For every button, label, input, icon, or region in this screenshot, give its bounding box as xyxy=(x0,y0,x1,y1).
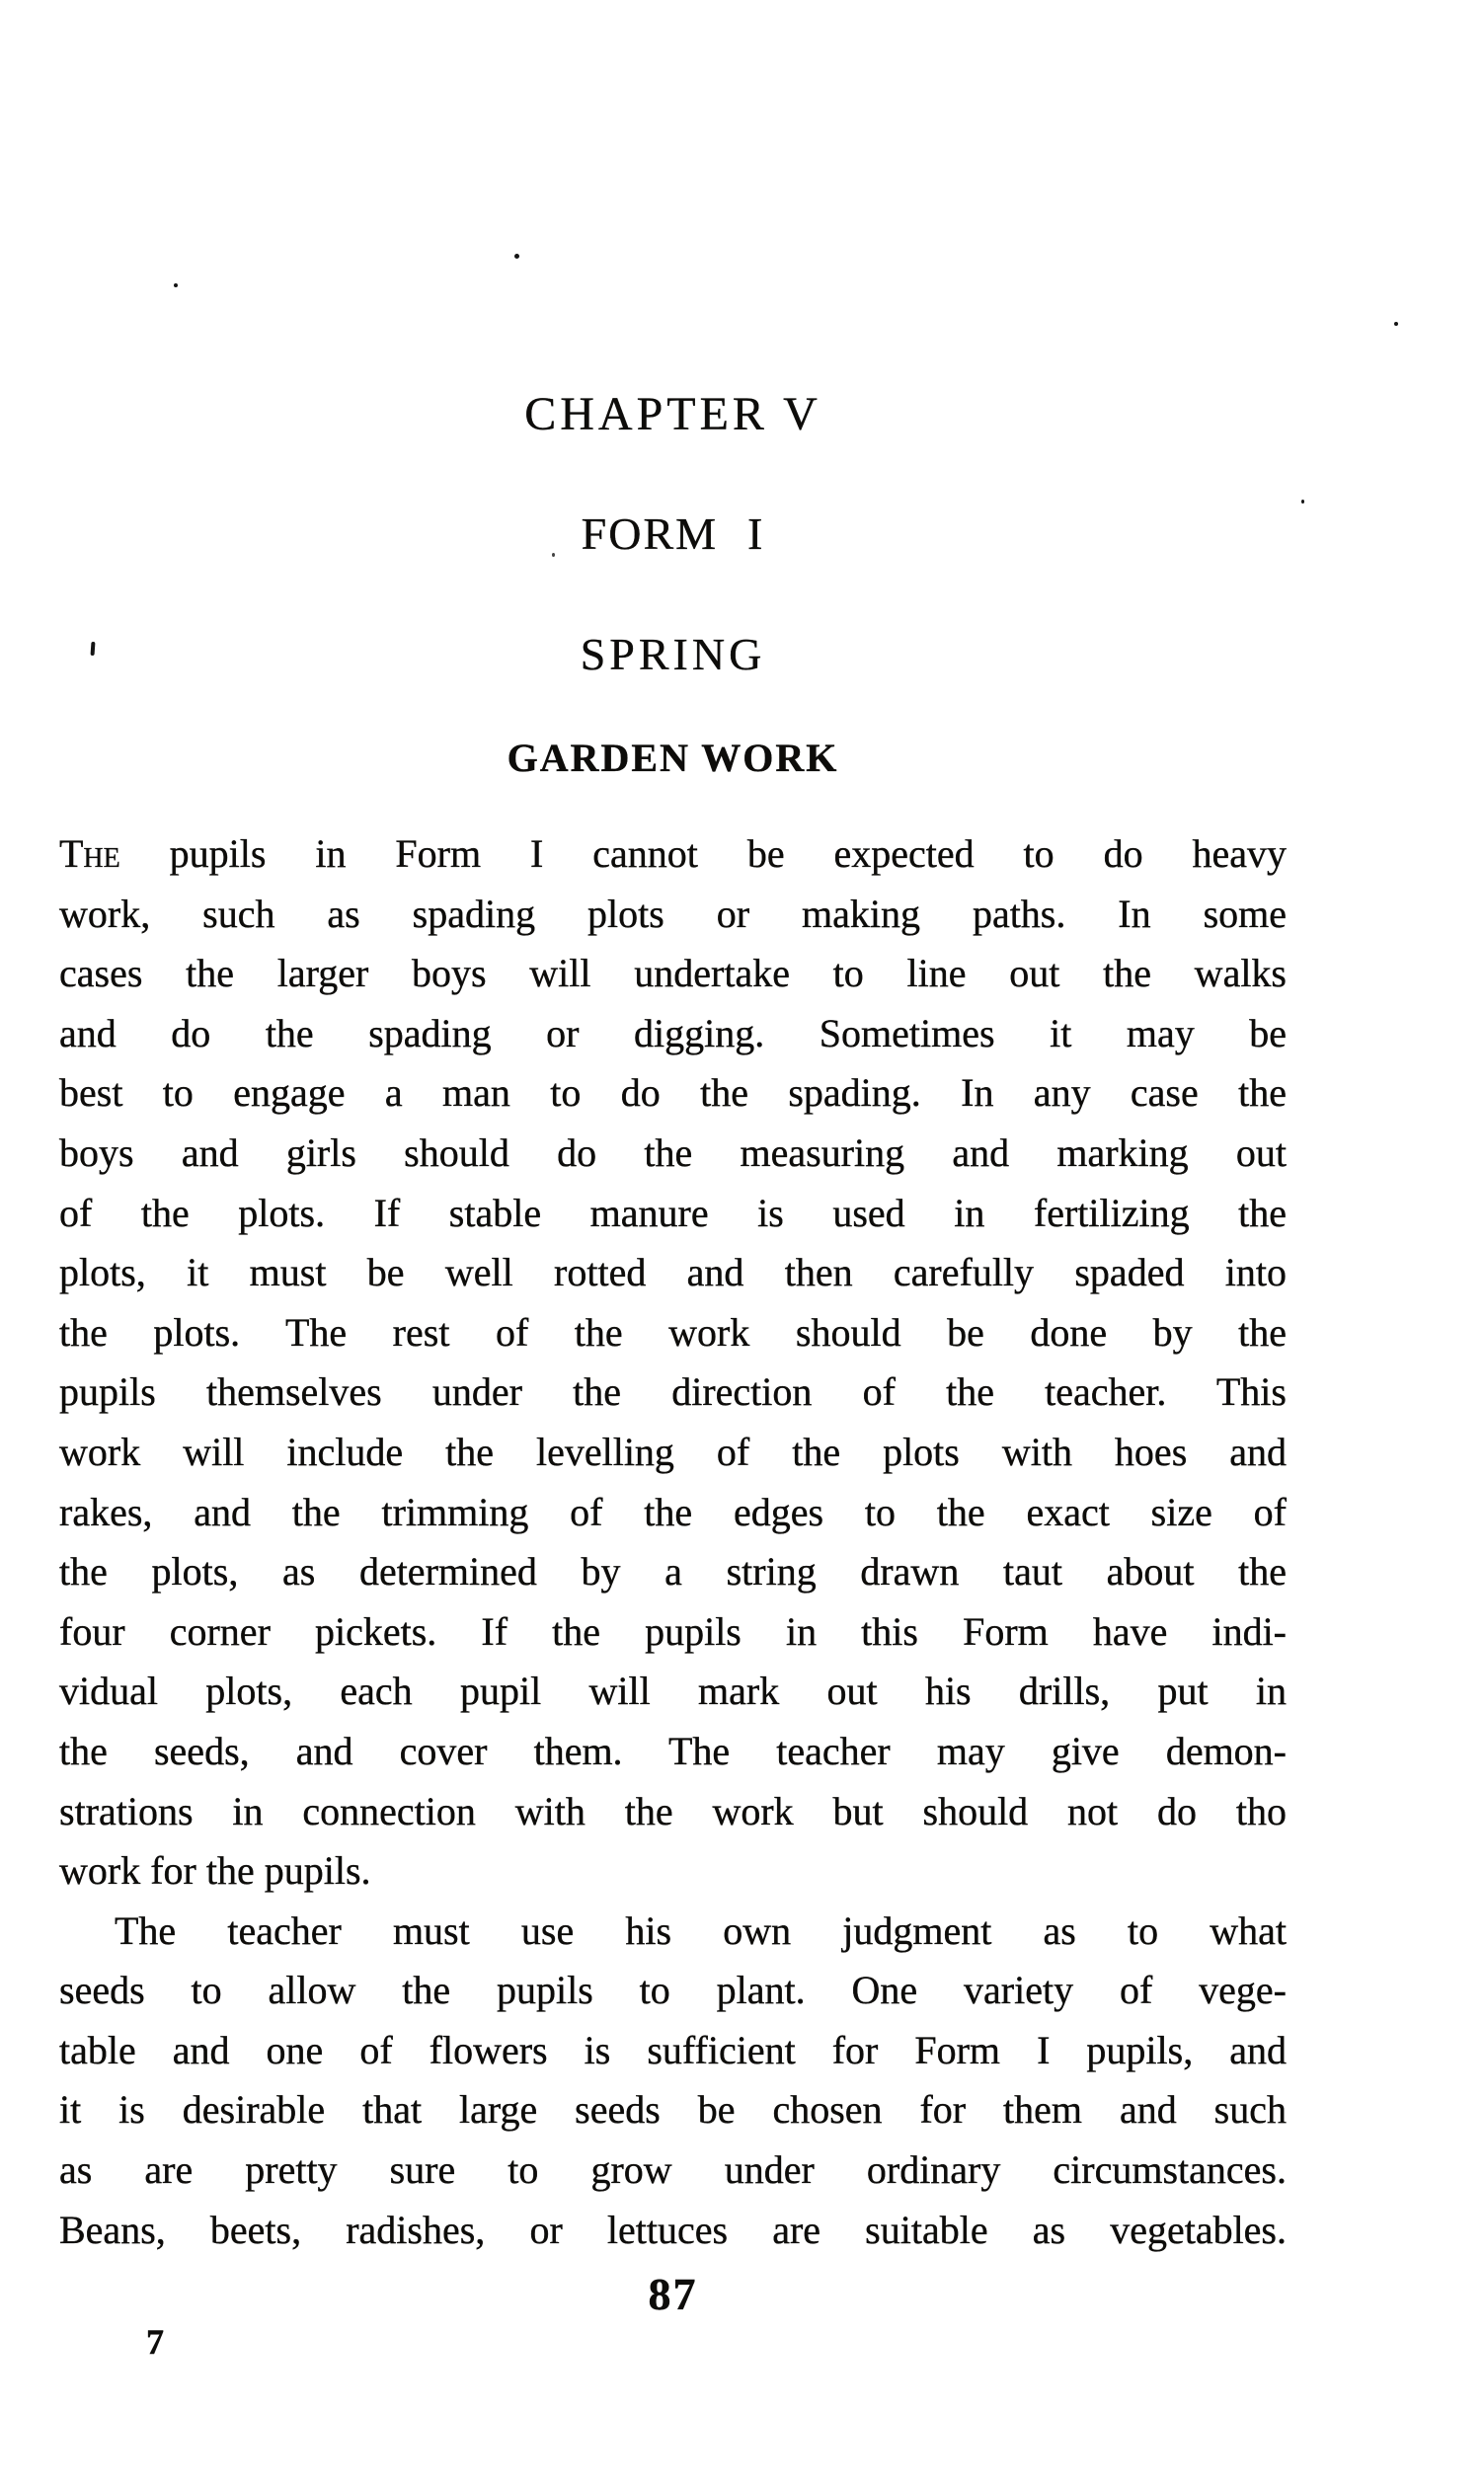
signature-mark: 7 xyxy=(146,2322,164,2362)
body-text xyxy=(59,824,1287,2260)
text-line: work, such as spading plots or making paths. In some xyxy=(59,891,1287,936)
text-line: work will include the levelling of the plots with hoes and xyxy=(59,1429,1287,1474)
text-line xyxy=(59,824,1287,885)
text-line: The teacher must use his own judgment as to what xyxy=(115,1907,1287,1953)
ink-speck xyxy=(174,283,178,287)
text-line-rest: pupils in Form I cannot be expected to do heavy xyxy=(119,831,1287,876)
text-line: strations in connection with the work but should not do tho xyxy=(59,1788,1287,1833)
text-line: and do the spading or digging. Sometimes it may be xyxy=(59,1010,1287,1055)
text-line: Beans, beets, radishes, or lettuces are suitable as vegetables. xyxy=(59,2207,1287,2252)
text-line: plots, it must be well rotted and then carefully spaded into xyxy=(59,1250,1287,1295)
text-line: the seeds, and cover them. The teacher may give demon- xyxy=(59,1728,1287,1773)
season-heading: SPRING xyxy=(580,629,766,679)
form-heading xyxy=(59,508,1287,559)
text-line: of the plots. If stable manure is used in fertilizing the xyxy=(59,1190,1287,1235)
text-line: cases the larger boys will undertake to line out the walks xyxy=(59,951,1287,996)
text-line: it is desirable that large seeds be chosen for them and such xyxy=(59,2087,1287,2133)
ink-speck xyxy=(1394,322,1398,326)
section-heading: GARDEN WORK xyxy=(507,736,839,780)
page-number: 87 xyxy=(648,2269,698,2319)
ink-speck xyxy=(1301,500,1304,504)
text-line: four corner pickets. If the pupils in this Form have indi- xyxy=(59,1608,1287,1654)
text-line: as are pretty sure to grow under ordinary circumstances. xyxy=(59,2147,1287,2193)
text-line: pupils themselves under the direction of the teacher. This xyxy=(59,1369,1287,1415)
text-line: rakes, and the trimming of the edges to the exact size of xyxy=(59,1489,1287,1534)
text-line: seeds to allow the pupils to plant. One variety of vege- xyxy=(59,1968,1287,2013)
form-heading-label: FORM xyxy=(581,508,719,559)
text-line: vidual plots, each pupil will mark out his drills, put in xyxy=(59,1669,1287,1714)
text-line: the plots. The rest of the work should be done by the xyxy=(59,1309,1287,1355)
text-line: boys and girls should do the measuring and marking out xyxy=(59,1129,1287,1175)
lead-word: The xyxy=(59,831,120,876)
text-line: best to engage a man to do the spading. In any case the xyxy=(59,1070,1287,1116)
form-heading-numeral: I xyxy=(747,508,765,559)
text-line: the plots, as determined by a string drawn taut about the xyxy=(59,1549,1287,1595)
ink-speck xyxy=(514,254,519,259)
chapter-heading: CHAPTER V xyxy=(524,388,821,440)
text-line: work for the pupils. xyxy=(59,1848,371,1894)
text-line: table and one of flowers is sufficient for Form I pupils, and xyxy=(59,2027,1287,2072)
